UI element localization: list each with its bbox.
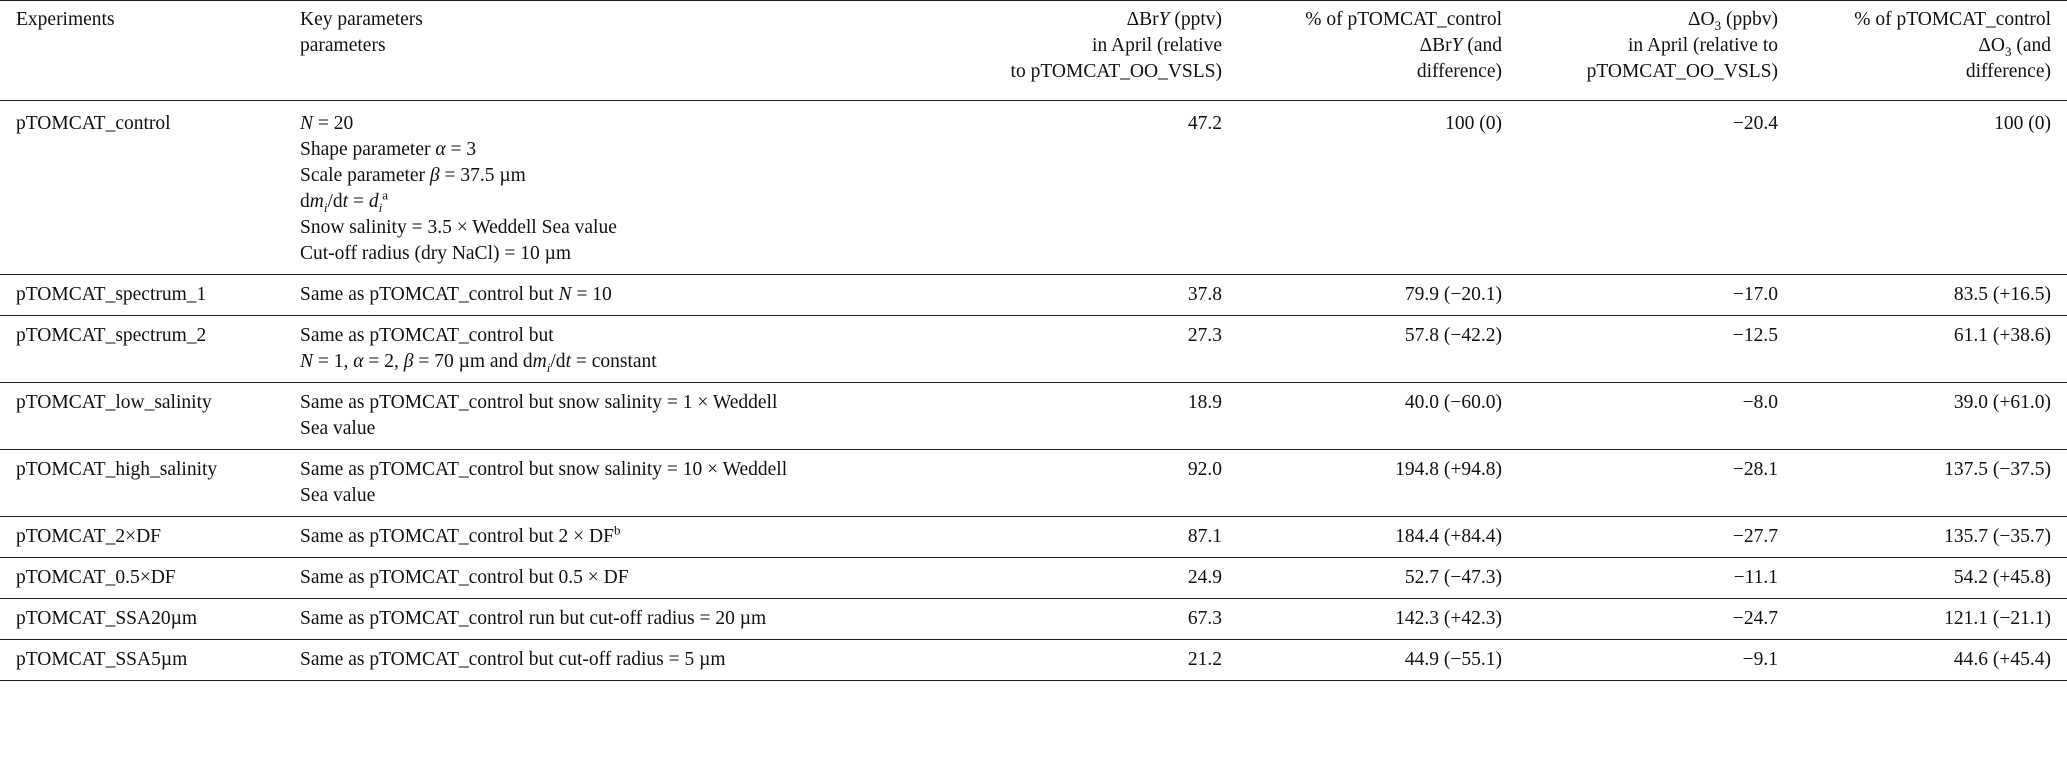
table-row (0, 316, 2067, 383)
parameter-line: Same as pTOMCAT_control but snow salinity = 1 × Weddell (300, 392, 778, 413)
key-parameters-cell (300, 640, 990, 681)
table-row (0, 517, 2067, 558)
table-body (0, 101, 2067, 681)
table-row (0, 450, 2067, 517)
delta-o3-value: −12.5 (1732, 325, 1778, 346)
parameter-line: Snow salinity = 3.5 × Weddell Sea value (300, 217, 617, 238)
parameter-line: Same as pTOMCAT_control but cut-off radius = 5 µm (300, 649, 726, 670)
experiment-name: pTOMCAT_spectrum_2 (16, 325, 207, 346)
delta-o3-value: −20.4 (1732, 113, 1778, 134)
pct-delta-o3-value: 121.1 (−21.1) (1944, 608, 2051, 629)
parameter-line: Same as pTOMCAT_control but snow salinity = 10 × Weddell (300, 459, 788, 480)
key-parameters-cell (300, 316, 990, 383)
pct-delta-bry-value: 142.3 (+42.3) (1395, 608, 1502, 629)
key-parameters-cell (300, 101, 990, 275)
parameter-line: N = 20 (300, 113, 354, 134)
delta-o3-value: −8.0 (1742, 392, 1778, 413)
delta-bry-value: 27.3 (1187, 325, 1222, 346)
experiment-name: pTOMCAT_low_salinity (16, 392, 212, 413)
header-delta-o3: $\Delta O_3$ (ppbv) in April (relative to pTOMCAT_OO_VSLS) (1586, 9, 1778, 82)
delta-bry-value: 67.3 (1187, 608, 1222, 629)
experiment-name: pTOMCAT_SSA20µm (16, 608, 197, 629)
header-pct-delta-bry: % of pTOMCAT_control ΔBrY (and difference) (1305, 9, 1502, 82)
key-parameters-cell (300, 383, 990, 450)
pct-delta-o3-value: 135.7 (−35.7) (1944, 526, 2051, 547)
experiment-name: pTOMCAT_SSA5µm (16, 649, 188, 670)
key-parameters-cell (300, 450, 990, 517)
header-delta-bry: ΔBrY (pptv) in April (relative to pTOMCAT_OO_VSLS) (1010, 9, 1222, 82)
delta-o3-value: −11.1 (1733, 567, 1778, 588)
table-row (0, 101, 2067, 275)
delta-bry-value: 18.9 (1187, 392, 1222, 413)
delta-bry-value: 21.2 (1187, 649, 1222, 670)
delta-bry-value: 87.1 (1187, 526, 1222, 547)
key-parameters-cell (300, 558, 990, 599)
pct-delta-bry-value: 57.8 (−42.2) (1404, 325, 1502, 346)
table-row (0, 640, 2067, 681)
delta-o3-value: −28.1 (1732, 459, 1778, 480)
pct-delta-o3-value: 137.5 (−37.5) (1944, 459, 2051, 480)
delta-bry-value: 37.8 (1187, 284, 1222, 305)
experiment-name: pTOMCAT_control (16, 113, 171, 134)
pct-delta-bry-value: 52.7 (−47.3) (1404, 567, 1502, 588)
header-key-parameters: Key parameters parameters (300, 9, 423, 56)
header-experiments: Experiments (16, 9, 115, 30)
parameter-line: $dm_i/dt = d_i^a$ (300, 187, 388, 215)
pct-delta-o3-value: 100 (0) (1994, 113, 2051, 134)
experiment-name: pTOMCAT_0.5×DF (16, 567, 176, 588)
pct-delta-o3-value: 61.1 (+38.6) (1953, 325, 2051, 346)
pct-delta-bry-value: 100 (0) (1445, 113, 1502, 134)
pct-delta-bry-value: 44.9 (−55.1) (1404, 649, 1502, 670)
parameter-line: Scale parameter β = 37.5 µm (300, 165, 526, 186)
header-pct-delta-o3: % of pTOMCAT_control $\Delta O_3$ (and difference) (1854, 9, 2051, 82)
delta-bry-value: 24.9 (1187, 567, 1222, 588)
delta-bry-value: 92.0 (1187, 459, 1222, 480)
pct-delta-o3-value: 39.0 (+61.0) (1953, 392, 2051, 413)
pct-delta-bry-value: 79.9 (−20.1) (1404, 284, 1502, 305)
experiment-name: pTOMCAT_high_salinity (16, 459, 218, 480)
parameter-line: Same as pTOMCAT_control but (300, 325, 554, 346)
delta-o3-value: −24.7 (1732, 608, 1778, 629)
delta-o3-value: −27.7 (1732, 526, 1778, 547)
parameter-line: Cut-off radius (dry NaCl) = 10 µm (300, 243, 572, 264)
experiment-name: pTOMCAT_2×DF (16, 526, 161, 547)
table-row (0, 599, 2067, 640)
experiment-name: pTOMCAT_spectrum_1 (16, 284, 207, 305)
table-row (0, 558, 2067, 599)
parameter-line: Same as pTOMCAT_control run but cut-off radius = 20 µm (300, 608, 767, 629)
key-parameters-cell (300, 599, 990, 640)
table-row (0, 275, 2067, 316)
parameter-line: Shape parameter α = 3 (300, 139, 477, 160)
pct-delta-o3-value: 54.2 (+45.8) (1953, 567, 2051, 588)
parameter-line: Sea value (300, 418, 376, 439)
pct-delta-bry-value: 184.4 (+84.4) (1395, 526, 1502, 547)
delta-o3-value: −9.1 (1742, 649, 1778, 670)
pct-delta-o3-value: 83.5 (+16.5) (1953, 284, 2051, 305)
delta-bry-value: 47.2 (1187, 113, 1222, 134)
parameter-line: Same as pTOMCAT_control but 0.5 × DF (300, 567, 629, 588)
pct-delta-bry-value: 194.8 (+94.8) (1395, 459, 1502, 480)
key-parameters-cell (300, 517, 990, 558)
parameter-line: Same as pTOMCAT_control but N = 10 (300, 284, 612, 305)
parameter-line: Sea value (300, 485, 376, 506)
parameter-line: N = 1, α = 2, β = 70 µm and $dm_i/dt$ = constant (300, 351, 657, 375)
parameter-line: Same as pTOMCAT_control but $2 \times DF^b$ (300, 522, 621, 547)
pct-delta-bry-value: 40.0 (−60.0) (1404, 392, 1502, 413)
key-parameters-cell (300, 275, 990, 316)
header-row (0, 1, 2067, 101)
table-row (0, 383, 2067, 450)
pct-delta-o3-value: 44.6 (+45.4) (1953, 649, 2051, 670)
delta-o3-value: −17.0 (1732, 284, 1778, 305)
